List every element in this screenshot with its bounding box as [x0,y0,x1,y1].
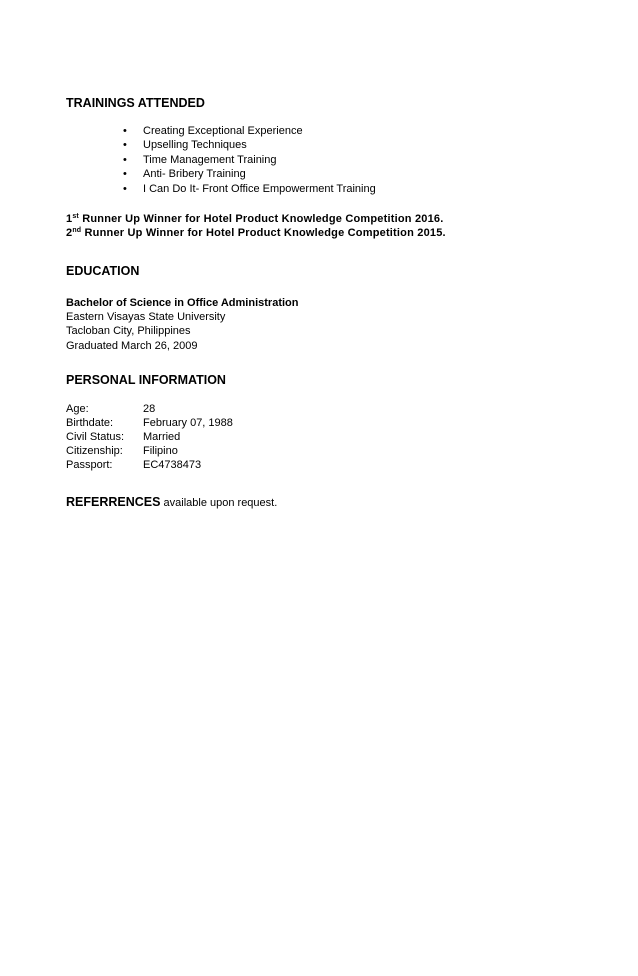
references-line [66,495,277,509]
list-item [66,124,376,138]
bullet-icon: • [123,182,127,195]
award-text: Runner Up Winner for Hotel Product Knowledge Competition 2016. [78,213,444,225]
info-value: February 07, 1988 [143,417,233,429]
award-ordinal-suffix: nd [72,227,82,234]
info-value: EC4738473 [143,459,202,471]
education-section [66,296,298,353]
education-heading: EDUCATION [66,264,140,278]
trainings-list [66,124,376,196]
references-heading: REFERRENCES [66,495,161,509]
training-label: Upselling Techniques [143,139,247,152]
list-item [66,138,376,152]
award-line [66,212,446,226]
training-label: Anti- Bribery Training [143,168,246,181]
info-label: Citizenship: [66,445,123,457]
degree-title: Bachelor of Science in Office Administration [66,297,299,309]
info-label: Age: [66,403,89,415]
award-ordinal: 2 [66,227,73,239]
school-location: Tacloban City, Philippines [66,325,191,338]
school-name: Eastern Visayas State University [66,311,226,324]
info-label: Birthdate: [66,417,114,429]
info-label: Civil Status: [66,431,125,443]
training-label: I Can Do It- Front Office Empowerment Training [143,182,376,195]
bullet-icon: • [123,153,127,166]
bullet-icon: • [123,139,127,152]
bullet-icon: • [123,125,127,137]
info-value: Filipino [143,445,178,457]
graduation-date: Graduated March 26, 2009 [66,339,198,352]
info-value: 28 [143,403,156,415]
list-item [66,167,376,181]
training-label: Creating Exceptional Experience [143,125,303,137]
info-label: Passport: [66,459,113,471]
trainings-heading: TRAININGS ATTENDED [66,96,205,110]
award-ordinal: 1 [66,213,73,225]
training-label: Time Management Training [143,153,277,166]
award-ordinal-suffix: st [72,213,79,220]
award-line [66,226,446,240]
list-item [66,153,376,167]
awards-section [66,212,446,240]
bullet-icon: • [123,168,127,181]
list-item [66,182,376,196]
award-text: Runner Up Winner for Hotel Product Knowledge Competition 2015. [81,227,446,239]
references-note: available upon request. [160,497,278,509]
personal-info-heading: PERSONAL INFORMATION [66,373,226,387]
info-value: Married [143,431,181,443]
